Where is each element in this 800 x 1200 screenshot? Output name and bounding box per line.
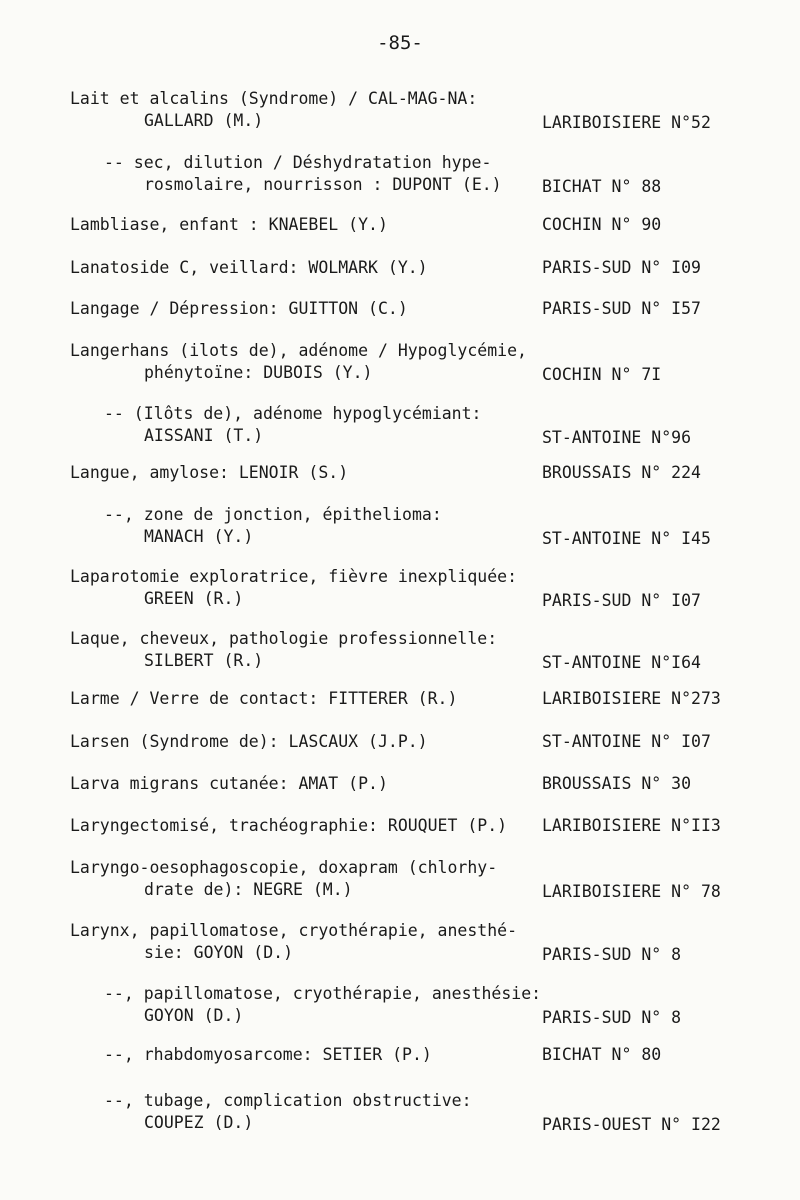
entry-heading: Lanatoside C, veillard: WOLMARK (Y.) bbox=[70, 258, 428, 277]
entry-reference: BROUSSAIS N° 224 bbox=[542, 463, 701, 482]
entry-reference: LARIBOISIERE N°II3 bbox=[542, 816, 721, 835]
entry-heading: Lambliase, enfant : KNAEBEL (Y.) bbox=[70, 215, 388, 234]
entry-heading: Lait et alcalins (Syndrome) / CAL-MAG-NA: bbox=[70, 89, 478, 108]
entry-continuation: MANACH (Y.) bbox=[144, 527, 254, 546]
entry-reference: BROUSSAIS N° 30 bbox=[542, 774, 692, 793]
entry-heading: Larme / Verre de contact: FITTERER (R.) bbox=[70, 689, 458, 708]
entry-heading: Larva migrans cutanée: AMAT (P.) bbox=[70, 774, 388, 793]
entry-heading: --, tubage, complication obstructive: bbox=[104, 1091, 472, 1110]
entry-reference: LARIBOISIERE N° 78 bbox=[542, 882, 721, 901]
entry-heading: Langerhans (ilots de), adénome / Hypoglycémie, bbox=[70, 341, 527, 360]
entry-reference: COCHIN N° 90 bbox=[542, 215, 662, 234]
entry-continuation: phénytoïne: DUBOIS (Y.) bbox=[144, 363, 373, 382]
entry-heading: -- sec, dilution / Déshydratation hype- bbox=[104, 153, 492, 172]
entry-heading: --, zone de jonction, épithelioma: bbox=[104, 505, 442, 524]
entry-heading: Laque, cheveux, pathologie professionnelle: bbox=[70, 629, 498, 648]
entry-heading: Langage / Dépression: GUITTON (C.) bbox=[70, 299, 408, 318]
entry-heading: --, rhabdomyosarcome: SETIER (P.) bbox=[104, 1045, 432, 1064]
entry-continuation: AISSANI (T.) bbox=[144, 426, 264, 445]
entry-reference: BICHAT N° 88 bbox=[542, 177, 662, 196]
entry-reference: PARIS-OUEST N° I22 bbox=[542, 1115, 721, 1134]
entry-reference: LARIBOISIERE N°52 bbox=[542, 113, 711, 132]
entry-reference: PARIS-SUD N° 8 bbox=[542, 1008, 682, 1027]
entry-heading: Laryngectomisé, trachéographie: ROUQUET (P.) bbox=[70, 816, 508, 835]
entry-heading: Langue, amylose: LENOIR (S.) bbox=[70, 463, 349, 482]
entry-reference: BICHAT N° 80 bbox=[542, 1045, 662, 1064]
entry-reference: ST-ANTOINE N° I45 bbox=[542, 529, 711, 548]
entry-reference: COCHIN N° 7I bbox=[542, 365, 662, 384]
entry-continuation: drate de): NEGRE (M.) bbox=[144, 880, 353, 899]
entry-reference: ST-ANTOINE N°96 bbox=[542, 428, 692, 447]
entry-heading: --, papillomatose, cryothérapie, anesthésie: bbox=[104, 984, 542, 1003]
entry-heading: Larynx, papillomatose, cryothérapie, anesthé- bbox=[70, 921, 518, 940]
entry-continuation: GALLARD (M.) bbox=[144, 111, 264, 130]
entry-reference: LARIBOISIERE N°273 bbox=[542, 689, 721, 708]
entry-continuation: rosmolaire, nourrisson : DUPONT (E.) bbox=[144, 175, 502, 194]
entry-continuation: COUPEZ (D.) bbox=[144, 1113, 254, 1132]
entry-continuation: sie: GOYON (D.) bbox=[144, 943, 294, 962]
entry-reference: PARIS-SUD N° I09 bbox=[542, 258, 701, 277]
page-number: -85- bbox=[377, 32, 423, 54]
entry-reference: ST-ANTOINE N° I07 bbox=[542, 732, 711, 751]
entry-reference: PARIS-SUD N° 8 bbox=[542, 945, 682, 964]
entry-reference: PARIS-SUD N° I07 bbox=[542, 591, 701, 610]
entry-heading: Laparotomie exploratrice, fièvre inexpliquée: bbox=[70, 567, 518, 586]
entry-heading: -- (Ilôts de), adénome hypoglycémiant: bbox=[104, 404, 482, 423]
entry-continuation: GOYON (D.) bbox=[144, 1006, 244, 1025]
entry-heading: Larsen (Syndrome de): LASCAUX (J.P.) bbox=[70, 732, 428, 751]
entry-continuation: GREEN (R.) bbox=[144, 589, 244, 608]
entry-heading: Laryngo-oesophagoscopie, doxapram (chlorhy- bbox=[70, 858, 498, 877]
entry-reference: PARIS-SUD N° I57 bbox=[542, 299, 701, 318]
entry-continuation: SILBERT (R.) bbox=[144, 651, 264, 670]
entry-reference: ST-ANTOINE N°I64 bbox=[542, 653, 701, 672]
